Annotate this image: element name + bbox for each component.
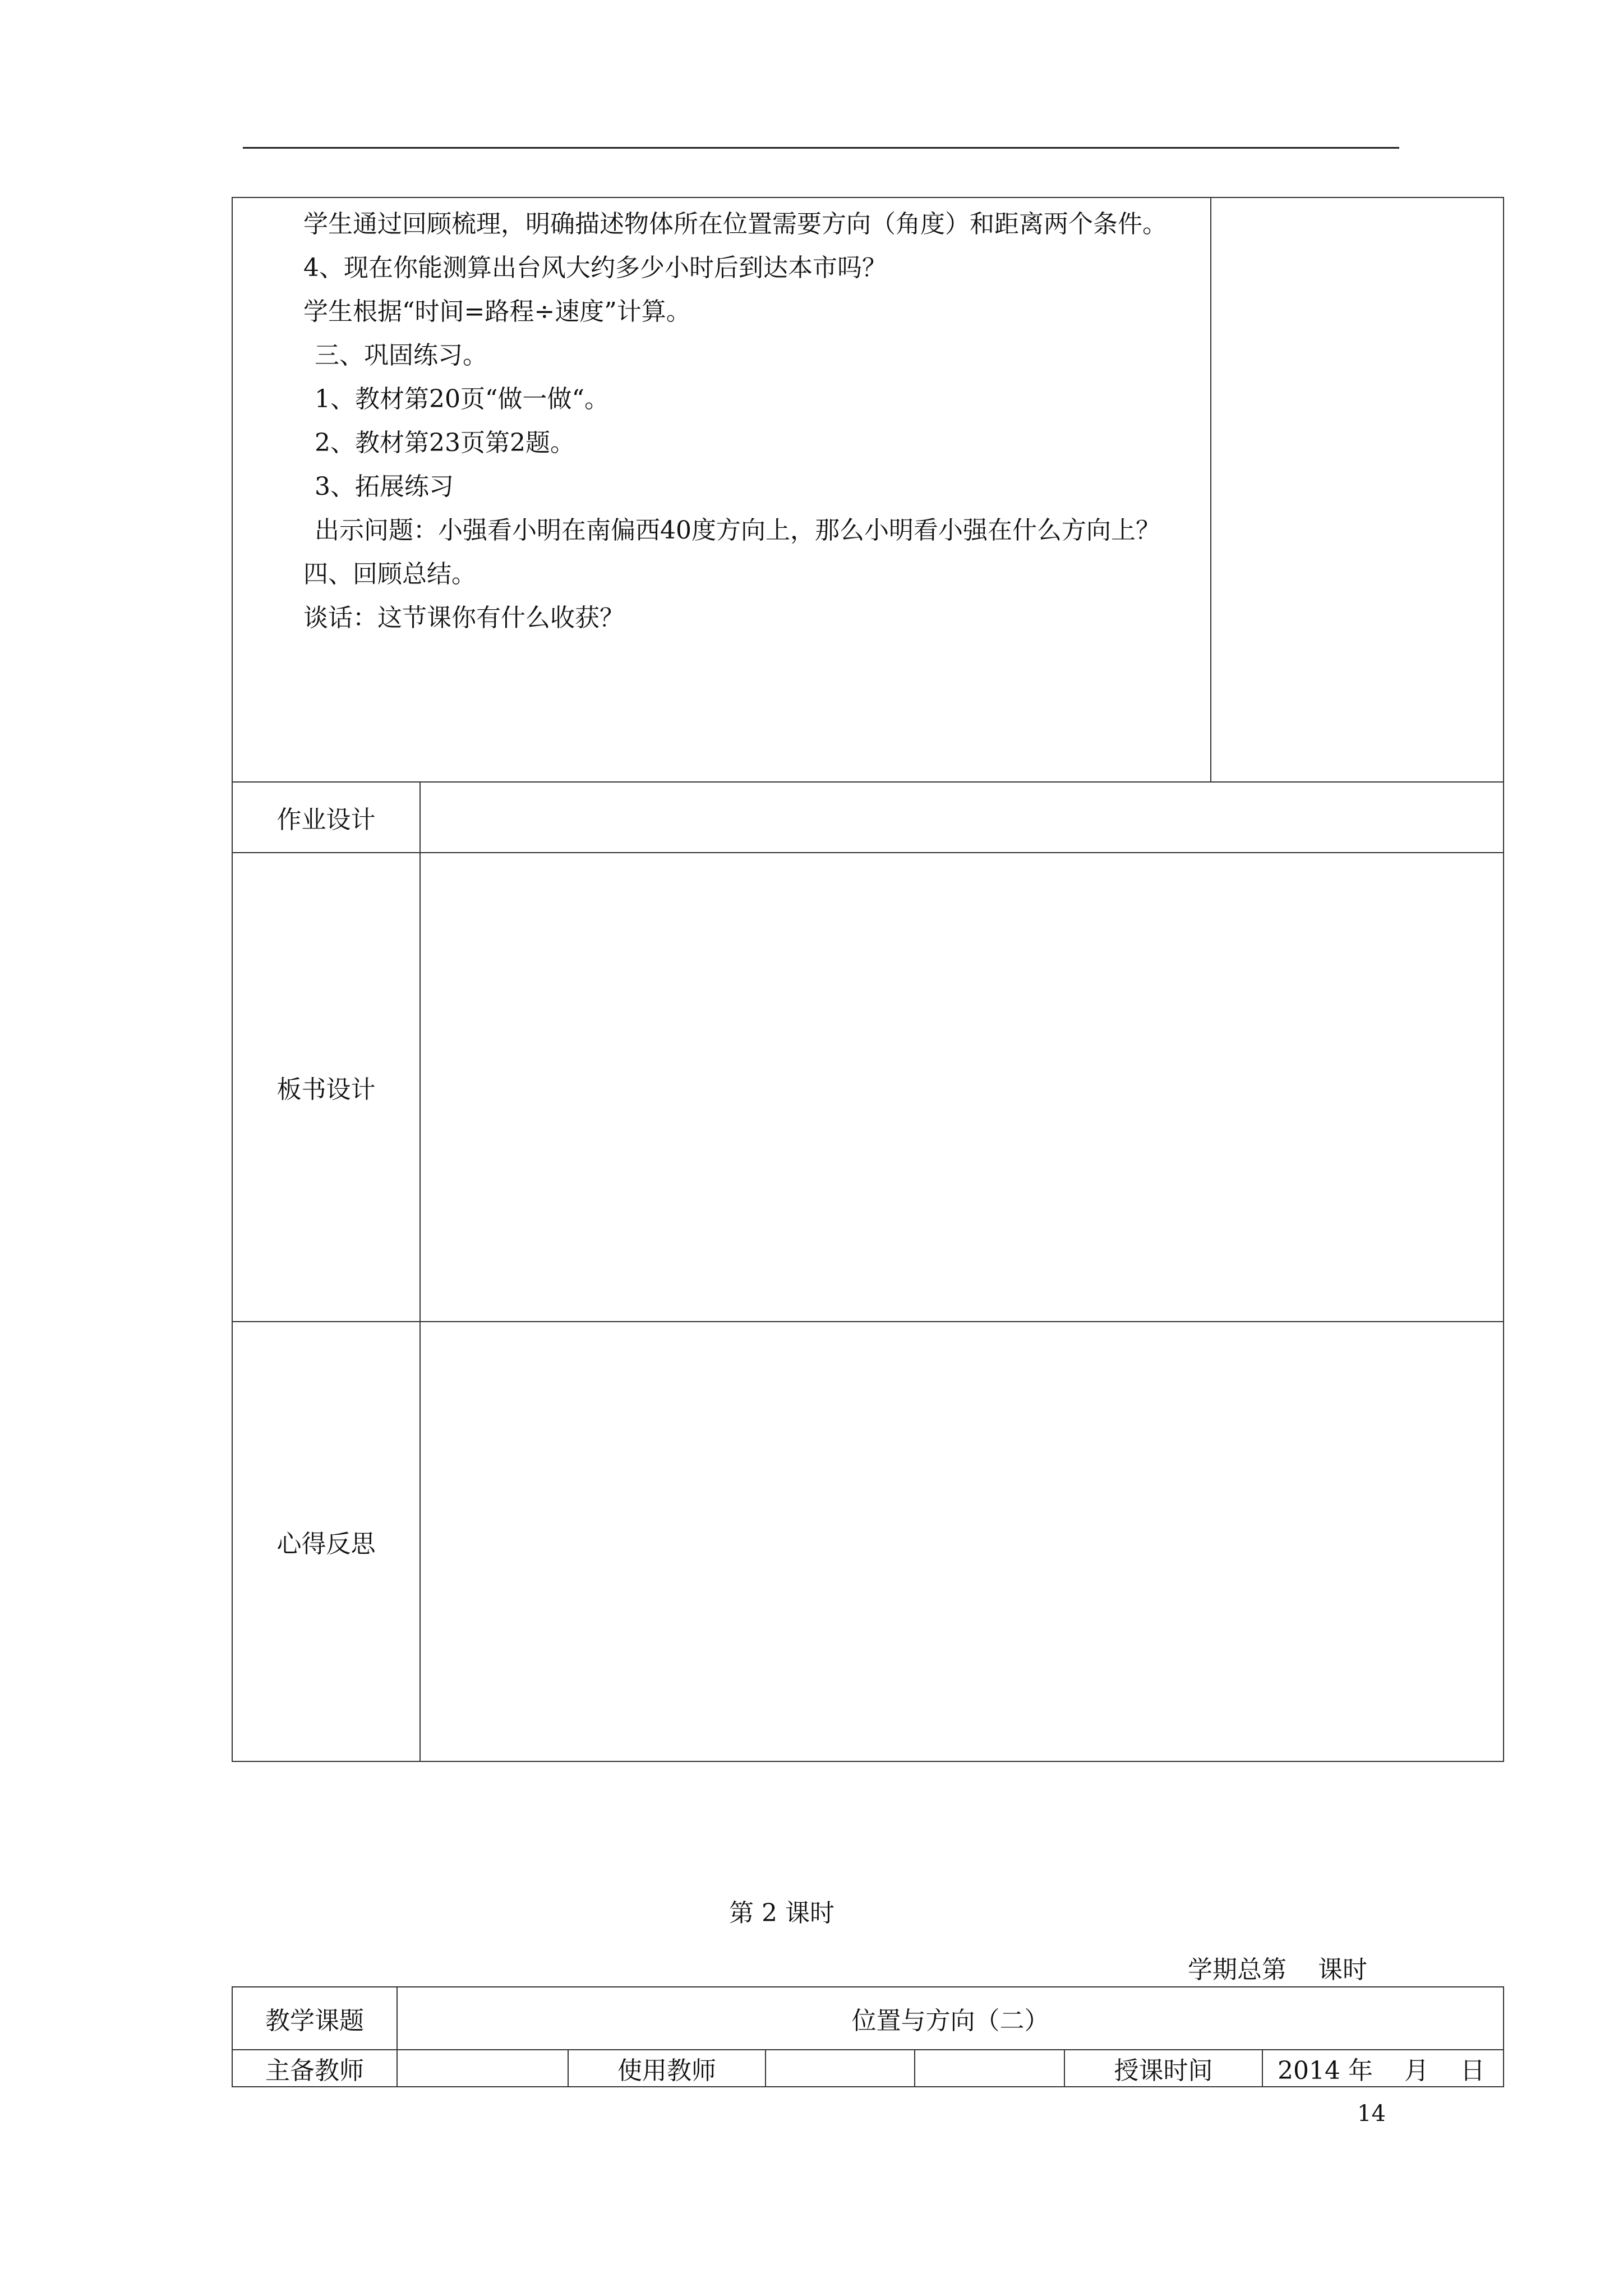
content-line: 学生通过回顾梳理，明确描述物体所在位置需要方向（角度）和距离两个条件。 <box>303 210 1167 238</box>
using-teacher-field[interactable] <box>766 2050 915 2087</box>
notes-cell <box>1211 197 1504 782</box>
content-line: 2、教材第23页第2题。 <box>315 429 575 457</box>
content-line: 三、巩固练习。 <box>315 341 487 370</box>
board-design-label: 板书设计 <box>232 853 420 1322</box>
homework-field[interactable] <box>420 782 1504 853</box>
lesson-info-table <box>232 1986 1504 2087</box>
lesson-plan-table <box>232 197 1504 1762</box>
reflection-label: 心得反思 <box>232 1322 420 1761</box>
content-line: 1、教材第20页“做一做“。 <box>315 385 609 413</box>
lead-teacher-label: 主备教师 <box>232 2050 397 2087</box>
lesson-content <box>233 198 1210 640</box>
teach-time-label: 授课时间 <box>1064 2050 1262 2087</box>
page-number: 14 <box>1357 2101 1386 2127</box>
content-line: 学生根据“时间=路程÷速度”计算。 <box>303 297 691 326</box>
content-line: 3、拓展练习 <box>315 472 454 501</box>
reflection-field[interactable] <box>420 1322 1504 1761</box>
teach-date-value: 2014 年 月 日 <box>1262 2050 1504 2087</box>
content-line: 出示问题：小强看小明在南偏西40度方向上，那么小明看小强在什么方向上？ <box>315 516 1160 545</box>
using-teacher-field-2[interactable] <box>915 2050 1064 2087</box>
lead-teacher-field[interactable] <box>397 2050 568 2087</box>
term-lesson-count: 学期总第 课时 <box>1188 1955 1367 1984</box>
board-design-field[interactable] <box>420 853 1504 1322</box>
homework-label: 作业设计 <box>232 782 420 853</box>
header-rule <box>243 147 1399 149</box>
content-line: 四、回顾总结。 <box>303 560 476 588</box>
content-line: 谈话：这节课你有什么收获？ <box>303 604 624 632</box>
topic-label: 教学课题 <box>232 1987 397 2050</box>
using-teacher-label: 使用教师 <box>568 2050 766 2087</box>
lesson-content-cell <box>232 197 1211 782</box>
topic-value: 位置与方向（二） <box>397 1987 1504 2050</box>
content-line: 4、现在你能测算出台风大约多少小时后到达本市吗？ <box>303 254 887 282</box>
lesson-number-title: 第 2 课时 <box>729 1899 834 1927</box>
